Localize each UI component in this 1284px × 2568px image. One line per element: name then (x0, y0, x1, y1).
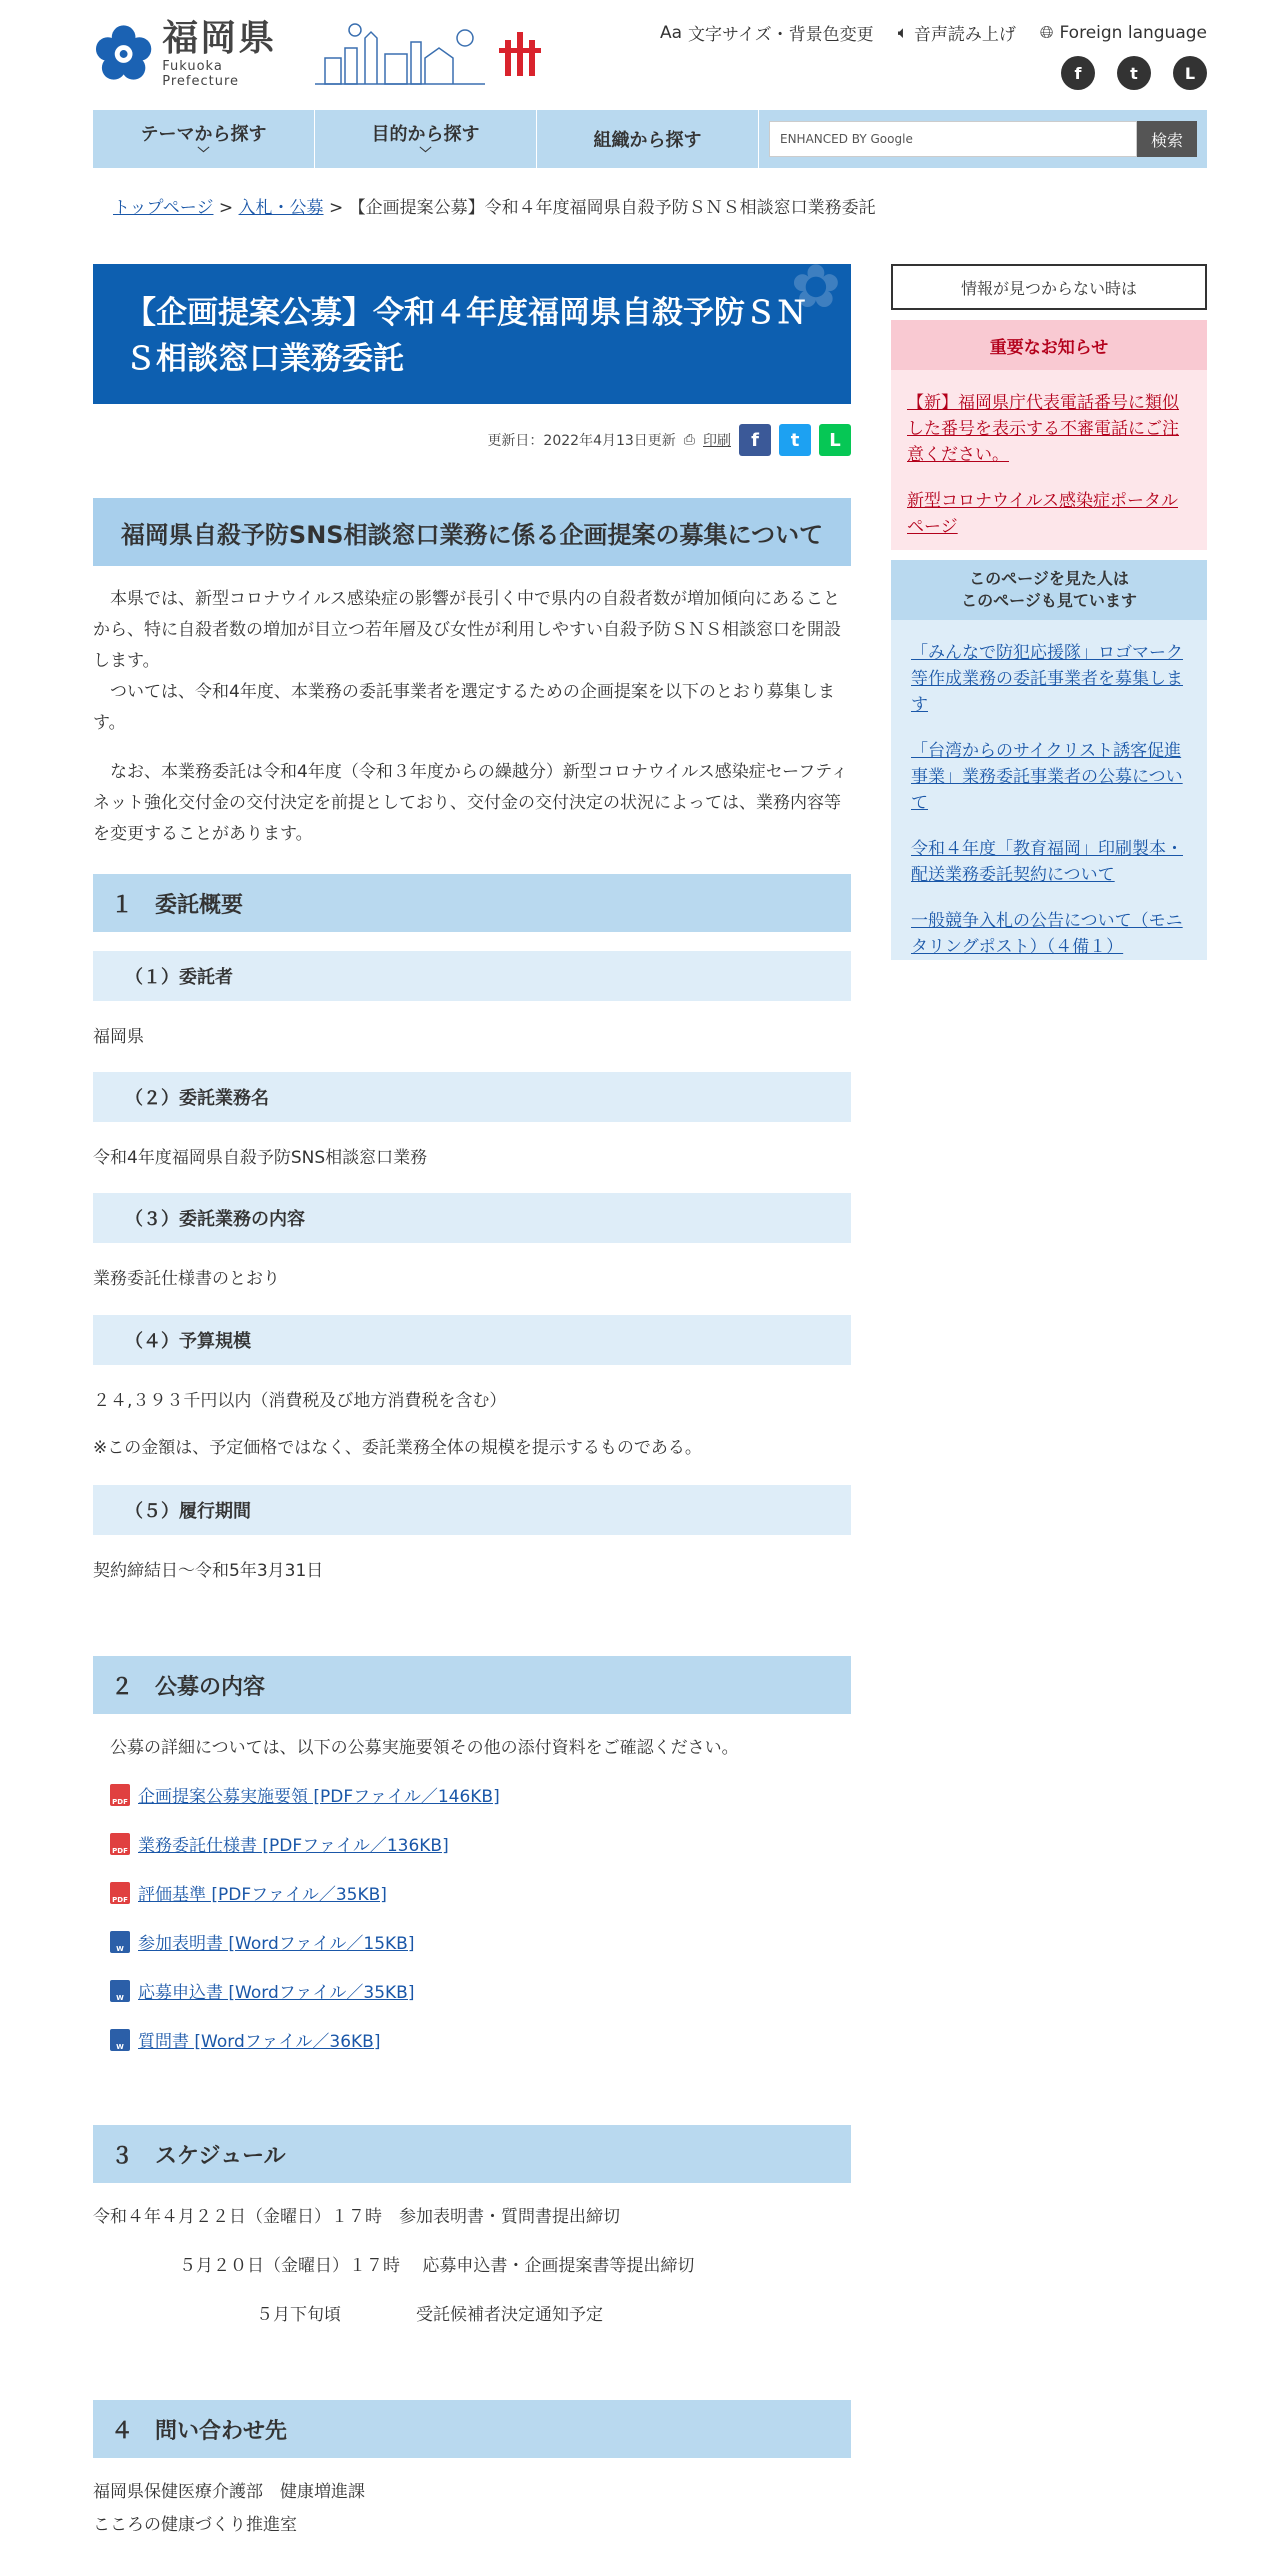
section-3-heading: ３ スケジュール (93, 2125, 851, 2183)
logo-text-en: Fukuoka Prefecture (162, 59, 240, 89)
speaker-icon: 🔈︎ (897, 22, 908, 43)
pdf-icon: PDF (110, 1833, 130, 1855)
breadcrumb-section[interactable]: 入札・公募 (238, 198, 324, 218)
globe-icon: 🌐︎ (1039, 22, 1054, 43)
subsection-1-3: （３）委託業務の内容 (93, 1193, 851, 1243)
also-viewed-link[interactable]: 一般競争入札の公告について（モニタリングポスト）（４備１） (911, 911, 1183, 957)
pdf-icon: PDF (110, 1882, 130, 1904)
notice-title: 重要なお知らせ (891, 320, 1207, 370)
notice-link[interactable]: 新型コロナウイルス感染症ポータルページ (907, 491, 1178, 537)
task-content-value: 業務委託仕様書のとおり (93, 1269, 280, 1289)
section-4-heading: ４ 問い合わせ先 (93, 2400, 851, 2458)
chevron-down-icon: ﹀ (197, 146, 210, 160)
content-subtitle: 福岡県自殺予防SNS相談窓口業務に係る企画提案の募集について (93, 498, 851, 566)
intro-paragraph-1: 本県では、新型コロナウイルス感染症の影響が長引く中で県内の自殺者数が増加傾向にあることから、特に自殺者数の増加が目立つ若年層及び女性が利用しやすい自殺予防ＳＮＳ相談窓口を開設します。 (93, 589, 841, 671)
also-viewed-link[interactable]: 「みんなで防犯応援隊」ロゴマーク等作成業務の委託事業者を募集します (911, 643, 1183, 715)
nav-theme[interactable]: テーマから探す ﹀ (93, 110, 315, 168)
info-not-found-button[interactable]: 情報が見つからない時は (891, 264, 1207, 310)
section-2-text: 公募の詳細については、以下の公募実施要領その他の添付資料をご確認ください。 (93, 1738, 739, 1758)
page-meta (93, 424, 851, 456)
contact-office: こころの健康づくり推進室 (93, 2515, 297, 2535)
intro-paragraph-2: ついては、令和4年度、本業務の委託事業者を選定するための企画提案を以下のとおり募集します。 (93, 682, 835, 733)
utility-links (660, 20, 1207, 45)
schedule-line-3-date: ５月下旬頃 (256, 2305, 341, 2325)
attachment-link[interactable]: PDF 評価基準 [PDFファイル／35KB] (110, 1880, 387, 1905)
word-icon: W (110, 1980, 130, 2002)
flower-decoration-icon: ✿ (790, 264, 841, 322)
page-title: 【企画提案公募】令和４年度福岡県自殺予防ＳＮＳ相談窓口業務委託 ✿ (93, 264, 851, 404)
schedule-line-1: 令和４年４月２２日（金曜日）１７時 参加表明書・質問書提出締切 (93, 2207, 620, 2227)
period-value: 契約締結日～令和5年3月31日 (93, 1561, 324, 1581)
budget-value: ２４,３９３千円以内（消費税及び地方消費税を含む） (93, 1391, 507, 1411)
search-button[interactable]: 検索 (1137, 121, 1197, 157)
word-icon: W (110, 1931, 130, 1953)
subsection-1-4: （４）予算規模 (93, 1315, 851, 1365)
line-icon[interactable]: L (1173, 56, 1207, 90)
site-logo[interactable] (93, 18, 303, 89)
share-facebook-icon[interactable]: f (739, 424, 771, 456)
share-twitter-icon[interactable]: t (779, 424, 811, 456)
subsection-1-5: （５）履行期間 (93, 1485, 851, 1535)
important-notice-box (891, 320, 1207, 550)
contact-department: 福岡県保健医療介護部 健康増進課 (93, 2482, 365, 2502)
global-nav (93, 110, 1207, 168)
attachment-link[interactable]: PDF 企画提案公募実施要領 [PDFファイル／146KB] (110, 1782, 500, 1807)
schedule-line-3-event: 受託候補者決定通知予定 (416, 2305, 603, 2325)
nav-organization[interactable]: 組織から探す (537, 110, 759, 168)
attachment-link[interactable]: W 応募申込書 [Wordファイル／35KB] (110, 1978, 414, 2003)
print-link[interactable]: 印刷 (703, 433, 731, 449)
also-viewed-box (891, 560, 1207, 960)
attachment-link[interactable]: W 質問書 [Wordファイル／36KB] (110, 2027, 380, 2052)
breadcrumb-home[interactable]: トップページ (113, 198, 214, 218)
facebook-icon[interactable]: f (1061, 56, 1095, 90)
also-viewed-title: このページを見た人は このページも見ています (891, 560, 1207, 620)
twitter-icon[interactable]: t (1117, 56, 1151, 90)
sns-links (1061, 56, 1207, 90)
notice-link[interactable]: 【新】福岡県庁代表電話番号に類似した番号を表示する不審電話にご注意ください。 (907, 393, 1179, 465)
subsection-1-2: （２）委託業務名 (93, 1072, 851, 1122)
search-input[interactable]: ENHANCED BY Google (769, 121, 1137, 157)
schedule-line-2: ５月２０日（金曜日）１７時 応募申込書・企画提案書等提出締切 (179, 2256, 695, 2276)
printer-icon: ⎙ (683, 432, 695, 448)
font-size-link[interactable]: Aa 文字サイズ・背景色変更 (660, 22, 874, 45)
logo-text-jp: 福岡県 (162, 18, 277, 59)
breadcrumb: トップページ > 入札・公募 > 【企画提案公募】令和４年度福岡県自殺予防ＳＮＳ相談窓口業務委託 (113, 198, 876, 218)
section-1-heading: １ 委託概要 (93, 874, 851, 932)
pdf-icon: PDF (110, 1784, 130, 1806)
fukuoka-flower-logo-icon (93, 23, 154, 85)
foreign-language-link[interactable]: 🌐︎ Foreign language (1039, 22, 1207, 43)
intro-paragraph-3: なお、本業務委託は令和4年度（令和３年度からの繰越分）新型コロナウイルス感染症セーフティネット強化交付金の交付決定を前提としており、交付金の交付決定の状況によっては、業務内容等を変更することがあります。 (93, 762, 848, 844)
section-2-heading: ２ 公募の内容 (93, 1656, 851, 1714)
share-line-icon[interactable]: L (819, 424, 851, 456)
also-viewed-link[interactable]: 「台湾からのサイクリスト誘客促進事業」業務委託事業者の公募について (911, 741, 1183, 813)
task-name-value: 令和4年度福岡県自殺予防SNS相談窓口業務 (93, 1148, 428, 1168)
attachment-link[interactable]: PDF 業務委託仕様書 [PDFファイル／136KB] (110, 1831, 449, 1856)
subsection-1-1: （１）委託者 (93, 951, 851, 1001)
word-icon: W (110, 2029, 130, 2051)
updated-date: 更新日：2022年4月13日更新 (487, 433, 676, 449)
consignor-value: 福岡県 (93, 1027, 144, 1047)
budget-note: ※この金額は、予定価格ではなく、委託業務全体の規模を提示するものである。 (93, 1438, 702, 1458)
voice-read-link[interactable]: 🔈︎ 音声読み上げ (897, 22, 1016, 45)
header-illustration-icon (315, 18, 555, 90)
nav-purpose[interactable]: 目的から探す ﹀ (315, 110, 537, 168)
font-size-icon: Aa (660, 22, 683, 43)
attachment-link[interactable]: W 参加表明書 [Wordファイル／15KB] (110, 1929, 414, 1954)
breadcrumb-current: 【企画提案公募】令和４年度福岡県自殺予防ＳＮＳ相談窓口業務委託 (348, 198, 876, 218)
chevron-down-icon: ﹀ (419, 146, 432, 160)
also-viewed-link[interactable]: 令和４年度「教育福岡」印刷製本・配送業務委託契約について (911, 839, 1183, 885)
site-search (759, 110, 1207, 168)
